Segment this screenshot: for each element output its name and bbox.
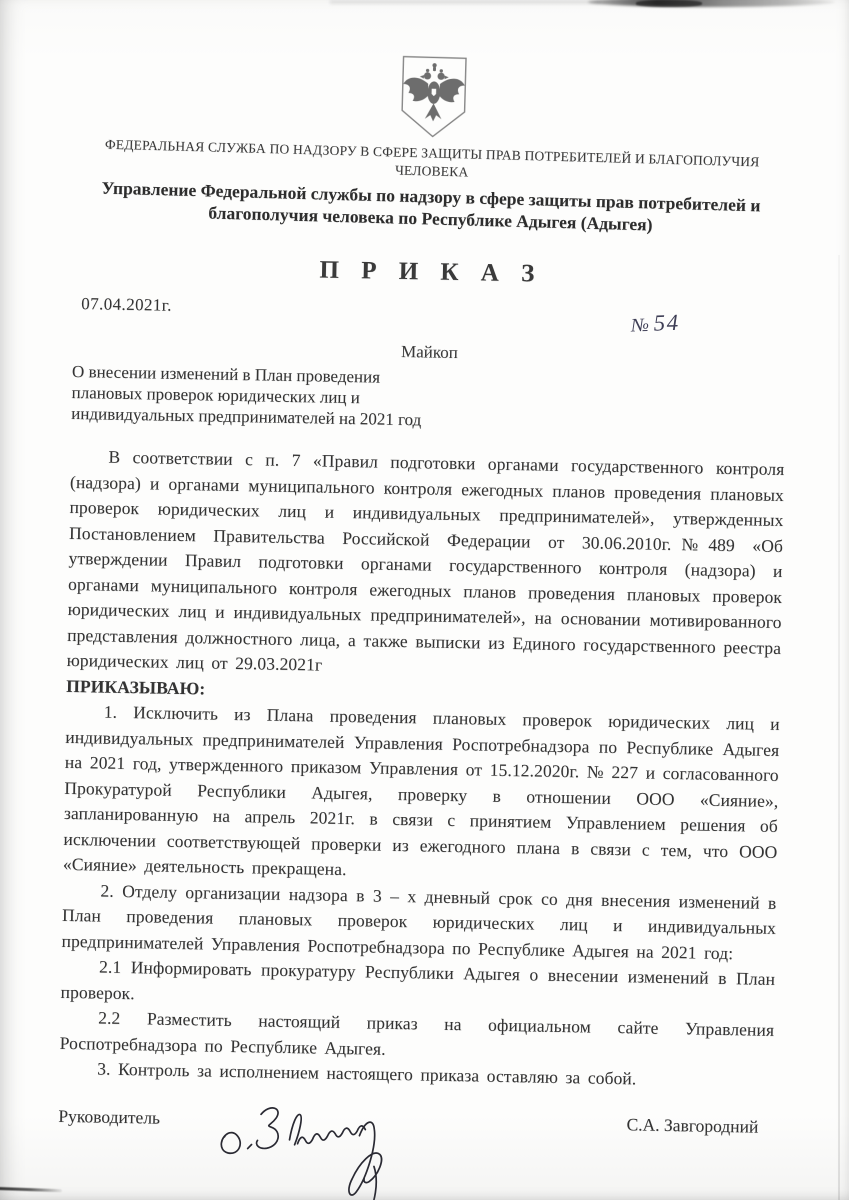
signer-name: С.А. Завгородний xyxy=(626,1114,759,1137)
document-type-heading: П Р И К А З xyxy=(319,256,543,288)
department-name: Управление Федеральной службы по надзору в сфере защиты прав потребителей и благополучия человека по Республике Адыгея (Адыгея) xyxy=(101,177,761,235)
agency-name: ФЕДЕРАЛЬНАЯ СЛУЖБА ПО НАДЗОРУ В СФЕРЕ ЗАЩИТЫ ПРАВ ПОТРЕБИТЕЛЕЙ И БЛАГОПОЛУЧИЯ ЧЕЛОВЕКА xyxy=(104,136,760,180)
order-item-2-1: 2.1 Информировать прокуратуру Республики Адыгея о внесении изменений в План проверок. xyxy=(60,956,776,1004)
signer-title: Руководитель xyxy=(58,1105,161,1128)
signature-row xyxy=(58,1100,773,1147)
scan-artifact-top-dark-spot xyxy=(636,0,702,7)
subject-block xyxy=(71,362,786,437)
order-date: 07.04.2021г. xyxy=(81,294,173,315)
order-item-1: 1. Исключить из Плана проведения плановых проверок юридических лиц и индивидуальных предпринимателей Управления Роспотребнадзора по Республике Адыгея на 2021 год, утвержденного приказом Управления от 15.12.2020г. № 227 и согласованного Прокуратурой Республики Адыгея, проверку в отношении ООО «Сияние», запланированную на апрель 2021г. в связи с принятием Управлением решения об исключении соответствующей проверки из ежегодного плана в связи с тем, что ООО «Сияние» деятельность прекращена. xyxy=(62,701,780,880)
scan-artifact-top-faint xyxy=(330,0,600,4)
subject-line-2: плановых проверок юридических лиц и xyxy=(71,382,361,408)
resolve-heading: ПРИКАЗЫВАЮ: xyxy=(66,675,206,699)
order-number xyxy=(631,310,681,338)
document-header xyxy=(73,43,792,240)
order-item-2: 2. Отделу организации надзора в 3 – х дневный срок со дня внесения изменений в План проведения плановых проверок юридических лиц и индивидуальных предпринимателей Управления Роспотребнадзора по Республике Адыгея на 2021 год: xyxy=(61,880,777,963)
scan-artifact-right-edge-line xyxy=(838,255,840,1200)
document-sheet xyxy=(58,46,792,1147)
scan-artifact-top-smudge xyxy=(588,0,835,7)
number-sign: № xyxy=(630,314,650,337)
subject-line-3: индивидуальных предпринимателей на 2021 год xyxy=(71,403,422,429)
coat-of-arms-eagle-icon xyxy=(392,51,476,143)
order-number-value-handwritten: 54 xyxy=(653,309,681,336)
order-item-3: 3. Контроль за исполнением настоящего приказа оставляю за собой. xyxy=(97,1058,637,1089)
order-item-2-2: 2.2 Разместить настоящий приказ на официальном сайте Управления Роспотребнадзора по Республике Адыгея. xyxy=(59,1007,775,1059)
city-line: Майкоп xyxy=(400,342,458,363)
subject-line-1: О внесении изменений в План проведения xyxy=(71,362,381,387)
scan-artifact-bottom-left-line xyxy=(0,1187,62,1192)
preamble-paragraph: В соответствии с п. 7 «Правил подготовки органами государственного контроля (надзора) и органами муниципального контроля ежегодных планов проведения плановых проверок юридических лиц и индивидуальных предпринимателей», утвержденных Постановлением Правительства Российской Федерации от 30.06.2010г.№489 «Об утверждении Правил подготовки органами государственного контроля (надзора) и органами муниципального контроля ежегодных планов проведения плановых проверок юридических лиц и индивидуальных предпринимателей», на основании мотивированного представления должностного лица, а также выписки из Единого государственного реестра юридических лиц от 29.03.2021г xyxy=(66,446,785,675)
handwritten-signature xyxy=(205,1077,477,1200)
